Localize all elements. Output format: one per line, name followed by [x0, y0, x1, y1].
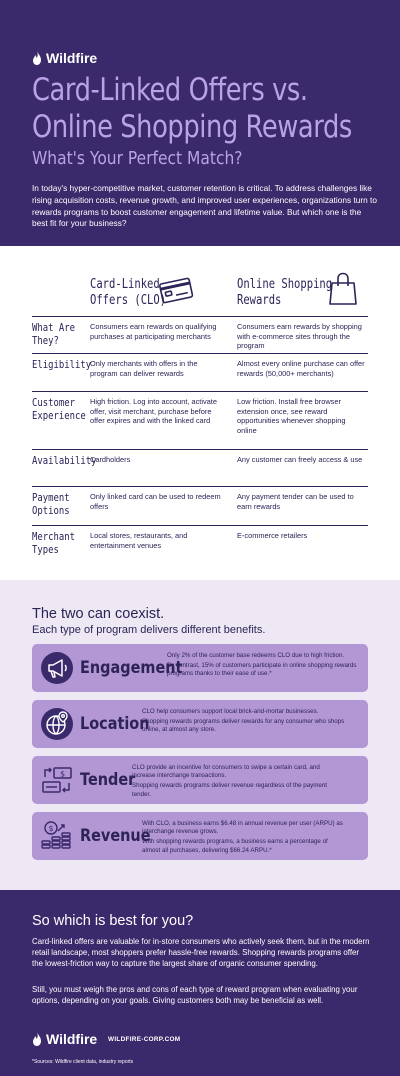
benefit-text-1: With CLO, a business earns $6.48 in annual revenue per user (ARPU) as interchange revenue grows. — [142, 820, 343, 836]
wildfire-logo[interactable] — [32, 50, 97, 66]
svg-text:$: $ — [48, 824, 54, 833]
coexist-subtitle: Each type of program delivers different benefits. — [32, 624, 266, 636]
coins-growth-icon — [40, 819, 74, 853]
benefit-text-1: CLO provide an incentive for consumers to swipe a certain card, and increase interchange transactions. — [132, 764, 320, 780]
footer-wildfire-logo[interactable] — [32, 1031, 97, 1047]
clo-header-line-2: Offers (CLO) — [90, 292, 167, 308]
clo-cell: High friction. Log into account, activate offer, visit merchant, purchase before offer expires and with the linked card — [90, 397, 217, 425]
footer-paragraph-1: Card-linked offers are valuable for in-store consumers who actively seek them, but in the modern retail landscape, most shoppers prefer hassle-free rewards. Shopping rewards programs offer the lowest-friction way to capture the largest share of organic consumer spending. — [32, 937, 370, 969]
benefit-text-2: Shopping rewards programs deliver rewards for any consumer who shops online, at almost any store. — [142, 718, 345, 734]
benefit-text — [167, 652, 372, 679]
benefit-name: Engagement — [80, 658, 183, 678]
row-payment-options — [32, 486, 368, 517]
title-line-1: Card-Linked Offers vs. — [32, 72, 308, 108]
benefit-card-engagement — [32, 644, 368, 692]
row-merchant-types — [32, 525, 368, 556]
osr-cell: E-commerce retailers — [237, 531, 308, 540]
page-title — [32, 72, 352, 146]
sources-note: *Sources: Wildfire client data, industry reports — [32, 1059, 134, 1065]
cash-exchange-icon — [40, 763, 74, 797]
row-label: Payment Options — [32, 492, 70, 517]
osr-header-line-1: Online Shopping — [237, 276, 333, 292]
shopping-bag-icon — [328, 272, 358, 306]
benefit-card-revenue — [32, 812, 368, 860]
row-customer-experience — [32, 391, 368, 435]
row-what-are-they — [32, 316, 368, 350]
benefit-text-2: With shopping rewards programs, a business earns a percentage of almost all purchases, delivering $66.24 ARPU.* — [142, 838, 328, 854]
osr-cell: Any customer can freely access & use — [237, 455, 363, 464]
globe-pin-icon — [40, 707, 74, 741]
osr-cell: Almost every online purchase can offer rewards (50,000+ merchants) — [237, 359, 365, 378]
benefit-name: Tender — [80, 770, 136, 790]
page-subtitle: What's Your Perfect Match? — [32, 148, 243, 169]
website-link[interactable]: WILDFIRE-CORP.COM — [108, 1036, 181, 1043]
svg-text:$: $ — [59, 769, 66, 779]
row-label: Merchant Types — [32, 531, 75, 556]
footer-title: So which is best for you? — [32, 913, 194, 929]
osr-cell: Low friction. Install free browser extension once, see reward opportunities whenever shopping online — [237, 397, 346, 435]
hero-section — [0, 0, 400, 246]
coexist-section — [0, 580, 400, 890]
brand-name: Wildfire — [46, 50, 98, 66]
row-label: Customer Experience — [32, 397, 86, 422]
clo-column-header — [90, 276, 166, 308]
benefit-text-1: CLO help consumers support local brick-and-mortar businesses. — [142, 708, 319, 715]
flame-icon — [32, 1032, 42, 1046]
benefit-text-2: Shopping rewards programs deliver revenue regardless of the payment tender. — [132, 782, 328, 798]
osr-column-header — [237, 276, 332, 308]
benefit-card-tender — [32, 756, 368, 804]
megaphone-icon — [40, 651, 74, 685]
benefit-card-location — [32, 700, 368, 748]
clo-cell: Local stores, restaurants, and entertainment venues — [90, 531, 188, 550]
osr-header-line-2: Rewards — [237, 292, 282, 308]
title-line-2: Online Shopping Rewards — [32, 109, 352, 145]
benefit-text — [132, 764, 337, 799]
benefit-text-2: By contrast, 15% of customers participate in online shopping rewards programs thanks to their ease of use.* — [167, 662, 357, 678]
osr-cell: Consumers earn rewards by shopping with e-commerce sites through the program — [237, 322, 362, 350]
benefit-text-1: Only 2% of the customer base redeems CLO due to high friction. — [167, 652, 345, 659]
benefit-text — [142, 820, 347, 855]
flame-icon — [32, 51, 42, 65]
clo-header-line-1: Card-Linked — [90, 276, 160, 292]
osr-cell: Any payment tender can be used to earn rewards — [237, 492, 354, 511]
coexist-title: The two can coexist. — [32, 606, 165, 622]
row-eligibility — [32, 353, 368, 378]
row-label: What Are They? — [32, 322, 75, 347]
clo-cell: Cardholders — [90, 455, 131, 464]
intro-paragraph: In today's hyper-competitive market, customer retention is critical. To address challenges like rising acquisition costs, revenue growth, and improved user experiences, organizations turn to rewards programs to boost customer engagement and lifetime value. But which one is the best fit for your business? — [32, 183, 377, 229]
benefit-text — [142, 708, 347, 735]
footer-section — [0, 890, 400, 1076]
credit-card-icon — [157, 276, 195, 304]
comparison-table — [0, 246, 400, 580]
benefit-name: Location — [80, 714, 150, 734]
row-label: Eligibility — [32, 359, 92, 371]
benefit-name: Revenue — [80, 826, 151, 846]
clo-cell: Consumers earn rewards on qualifying purchases at participating merchants — [90, 322, 217, 341]
row-label: Availability — [32, 455, 97, 467]
footer-brand-name: Wildfire — [46, 1031, 98, 1047]
row-availability — [32, 449, 368, 467]
clo-cell: Only merchants with offers in the program can deliver rewards — [90, 359, 198, 378]
clo-cell: Only linked card can be used to redeem offers — [90, 492, 221, 511]
footer-paragraph-2: Still, you must weigh the pros and cons of each type of reward program when evaluating your options, depending on your goals. Giving customers both may be beneficial as well. — [32, 985, 358, 1006]
